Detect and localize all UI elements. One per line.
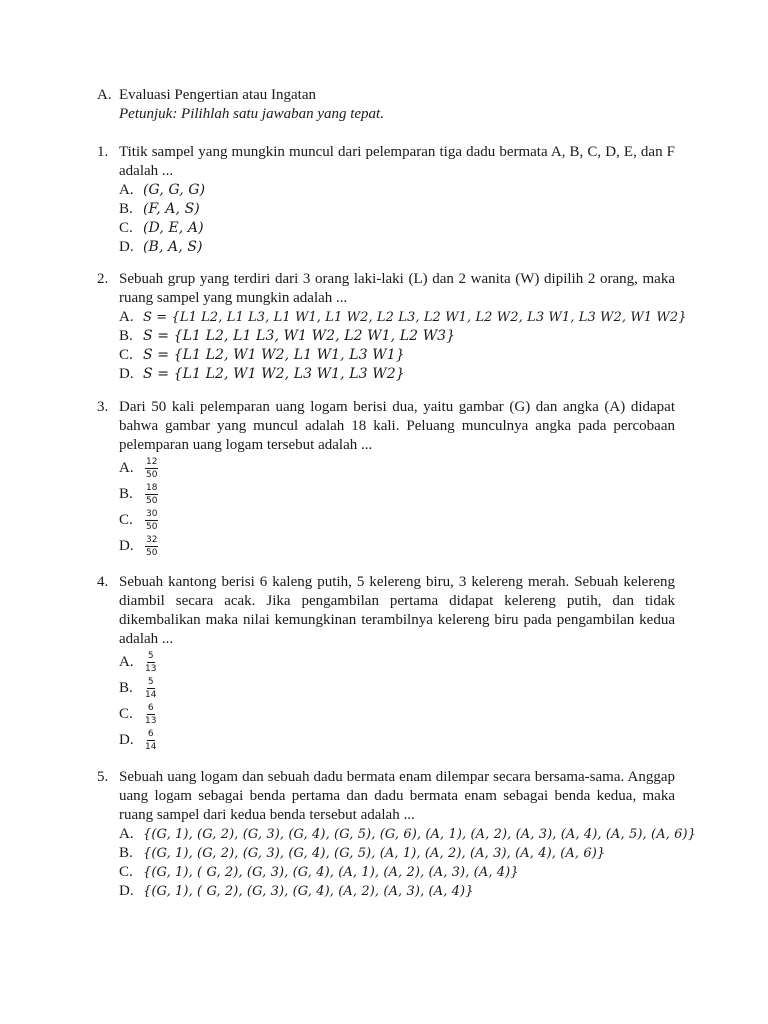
option-a [119, 181, 675, 200]
option-value: {(G, 1), ( G, 2), (G, 3), (G, 4), (A, 1), (A, 2), (A, 3), (A, 4)} [143, 865, 519, 880]
question-5 [97, 768, 697, 901]
option-label: B. [119, 485, 133, 502]
option-label: D. [119, 366, 134, 382]
option-label: C. [119, 864, 133, 880]
question-4 [97, 573, 675, 753]
question-number: 2. [97, 271, 109, 287]
option-c [119, 701, 675, 727]
fraction-denominator: 50 [146, 469, 158, 480]
fraction-numerator: 6 [147, 728, 154, 739]
option-label: A. [119, 826, 134, 842]
question-number: 3. [97, 399, 109, 415]
option-label: A. [119, 653, 134, 670]
option-c [119, 507, 675, 533]
section-header [97, 86, 384, 124]
option-label: A. [119, 459, 134, 476]
option-a [119, 455, 675, 481]
fraction-numerator: 18 [146, 482, 158, 493]
option-label: D. [119, 537, 134, 554]
option-label: D. [119, 731, 134, 748]
option-list [119, 181, 675, 257]
option-list [119, 455, 675, 559]
fraction [145, 509, 158, 532]
option-c [119, 219, 675, 238]
fraction-numerator: 30 [146, 508, 158, 519]
option-b [119, 675, 675, 701]
option-label: C. [119, 220, 133, 236]
fraction [145, 677, 156, 700]
question-number: 1. [97, 144, 109, 160]
option-d [119, 533, 675, 559]
fraction-numerator: 12 [146, 456, 158, 467]
option-b [119, 844, 675, 863]
question-number: 5. [97, 769, 109, 785]
question-2 [97, 270, 687, 384]
section-title: Evaluasi Pengertian atau Ingatan [119, 87, 317, 103]
question-1 [97, 143, 675, 257]
option-d [119, 238, 675, 257]
option-label: C. [119, 705, 133, 722]
question-text: Sebuah kantong berisi 6 kaleng putih, 5 kelereng biru, 3 kelereng merah. Sebuah kelereng diambil secara acak. Jika pengambilan pertama didapat kelereng putih, dan tidak dikembalikan maka nilai kemungkinan terambilnya kelereng biru pada pengambilan kedua adalah ... [119, 574, 675, 647]
fraction-denominator: 50 [146, 495, 158, 506]
option-label: B. [119, 845, 133, 861]
fraction-numerator: 6 [147, 702, 154, 713]
question-text: Sebuah uang logam dan sebuah dadu bermata enam dilempar secara bersama-sama. Anggap uang logam sebagai benda pertama dan dadu bermata enam sebagai benda kedua, maka ruang sampel dari kedua benda tersebut adalah ... [119, 769, 675, 823]
option-value: S = {L1 L2, L1 L3, L1 W1, L1 W2, L2 L3, L2 W1, L2 W2, L3 W1, L3 W2, W1 W2} [143, 310, 687, 325]
fraction [145, 483, 158, 506]
fraction [145, 703, 156, 726]
option-value: (D, E, A) [143, 220, 204, 236]
option-label: A. [119, 309, 134, 325]
option-d [119, 727, 675, 753]
option-value: S = {L1 L2, W1 W2, L3 W1, L3 W2} [143, 366, 405, 382]
option-label: D. [119, 883, 134, 899]
option-label: B. [119, 328, 133, 344]
option-c [119, 863, 675, 882]
fraction [145, 729, 156, 752]
fraction-denominator: 13 [145, 663, 157, 674]
question-text: Titik sampel yang mungkin muncul dari pelemparan tiga dadu bermata A, B, C, D, E, dan F adalah ... [119, 144, 675, 179]
option-label: C. [119, 511, 133, 528]
option-b [119, 481, 675, 507]
option-d [119, 882, 675, 901]
option-list [119, 649, 675, 753]
option-list [119, 825, 697, 901]
option-a [119, 825, 697, 844]
question-text: Sebuah grup yang terdiri dari 3 orang laki-laki (L) dan 2 wanita (W) dipilih 2 orang, maka ruang sampel yang mungkin adalah ... [119, 271, 675, 306]
option-value: S = {L1 L2, W1 W2, L1 W1, L3 W1} [143, 347, 405, 363]
option-label: A. [119, 182, 134, 198]
fraction-numerator: 5 [147, 650, 154, 661]
option-value: {(G, 1), ( G, 2), (G, 3), (G, 4), (A, 2), (A, 3), (A, 4)} [143, 884, 474, 899]
option-value: S = {L1 L2, L1 L3, W1 W2, L2 W1, L2 W3} [143, 328, 456, 344]
fraction-numerator: 32 [146, 534, 158, 545]
option-list [119, 308, 687, 384]
option-label: B. [119, 679, 133, 696]
fraction-denominator: 13 [145, 715, 157, 726]
fraction-denominator: 14 [145, 689, 157, 700]
option-b [119, 200, 675, 219]
option-value: (G, G, G) [143, 182, 206, 198]
fraction [145, 651, 156, 674]
question-number: 4. [97, 574, 109, 590]
option-value: (F, A, S) [143, 201, 200, 217]
option-label: D. [119, 239, 134, 255]
fraction-denominator: 50 [146, 521, 158, 532]
option-value: {(G, 1), (G, 2), (G, 3), (G, 4), (G, 5), (G, 6), (A, 1), (A, 2), (A, 3), (A, 4), (A, 5), (A, 6)} [143, 827, 697, 842]
section-letter: A. [97, 87, 112, 103]
option-a [119, 308, 687, 327]
fraction [145, 535, 158, 558]
fraction-denominator: 50 [146, 547, 158, 558]
fraction-denominator: 14 [145, 741, 157, 752]
option-c [119, 346, 675, 365]
fraction-numerator: 5 [147, 676, 154, 687]
option-value: {(G, 1), (G, 2), (G, 3), (G, 4), (G, 5), (A, 1), (A, 2), (A, 3), (A, 4), (A, 6)} [143, 846, 606, 861]
option-label: C. [119, 347, 133, 363]
option-d [119, 365, 675, 384]
question-3 [97, 398, 675, 559]
section-instruction: Petunjuk: Pilihlah satu jawaban yang tepat. [119, 106, 384, 122]
option-b [119, 327, 675, 346]
option-label: B. [119, 201, 133, 217]
option-a [119, 649, 675, 675]
question-text: Dari 50 kali pelemparan uang logam berisi dua, yaitu gambar (G) dan angka (A) didapat bahwa gambar yang muncul adalah 18 kali. Peluang munculnya angka pada percobaan pelemparan uang logam tersebut adalah ... [119, 399, 675, 453]
fraction [145, 457, 158, 480]
option-value: (B, A, S) [143, 239, 203, 255]
